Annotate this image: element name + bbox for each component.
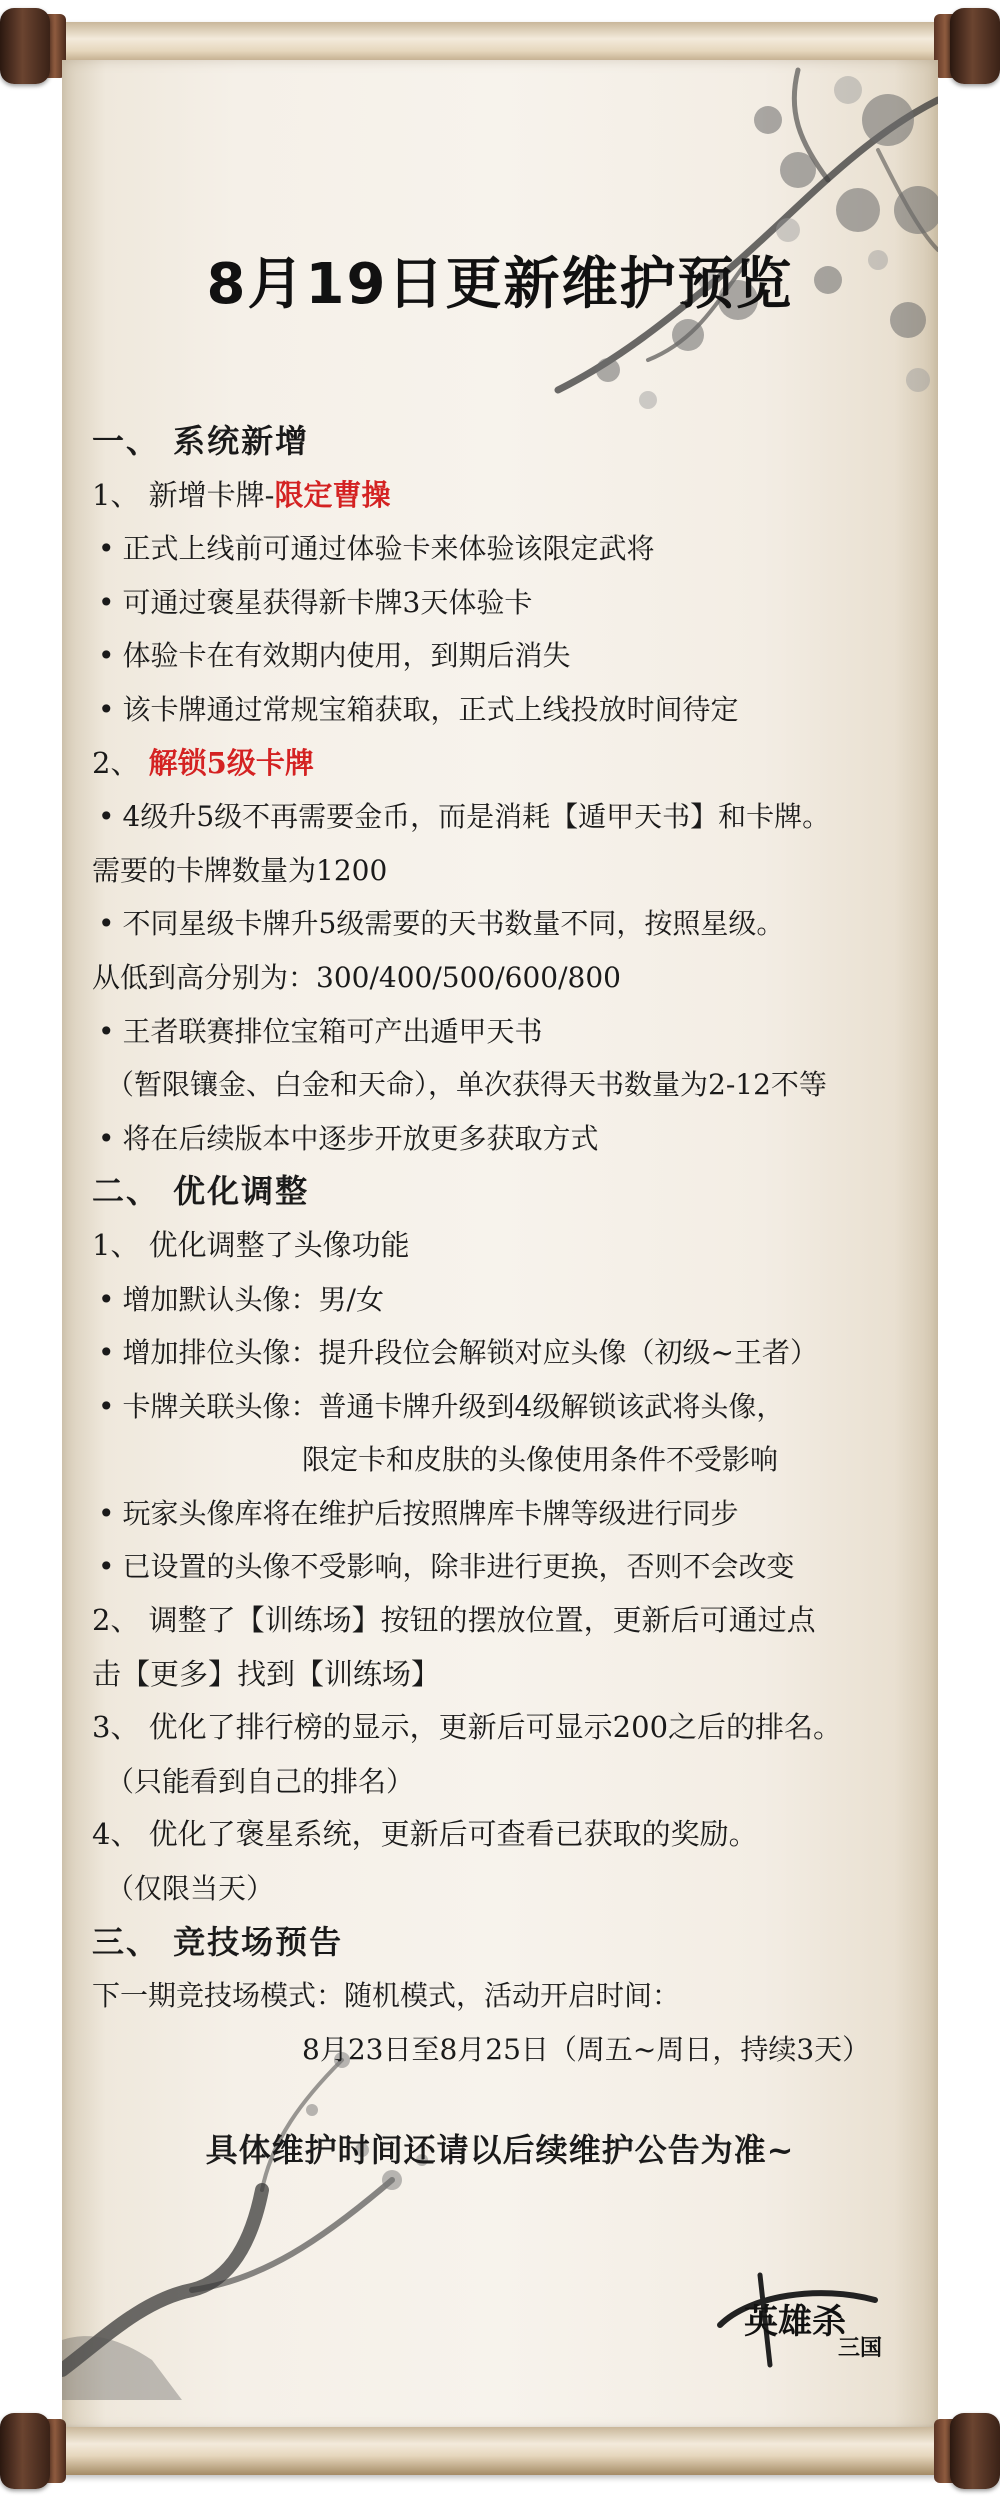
svg-text:三国: 三国 <box>837 2335 883 2361</box>
list-item-continuation: （仅限当天） <box>106 1872 275 1906</box>
highlight-text: 限定曹操 <box>274 477 391 512</box>
list-item: 3、 优化了排行榜的显示，更新后可显示200之后的排名。 <box>92 1710 843 1745</box>
bullet-item: • 增加排位头像：提升段位会解锁对应头像（初级~王者） <box>92 1326 942 1380</box>
page-title: 8月19日更新维护预览 <box>206 252 794 317</box>
game-logo <box>700 2255 890 2375</box>
bullet-continuation: 限定卡和皮肤的头像使用条件不受影响 <box>302 1443 779 1477</box>
bullet-item: • 增加默认头像：男/女 <box>92 1273 942 1327</box>
bullet-item: • 体验卡在有效期内使用，到期后消失 <box>92 629 942 683</box>
list-item: 1、 优化调整了头像功能 <box>92 1227 410 1262</box>
bullet-item: • 卡牌关联头像：普通卡牌升级到4级解锁该武将头像， <box>92 1380 942 1434</box>
bullet-continuation: 需要的卡牌数量为1200 <box>92 853 388 887</box>
text-line: 下一期竞技场模式：随机模式，活动开启时间： <box>92 1979 681 2013</box>
bullet-item: • 该卡牌通过常规宝箱获取，正式上线投放时间待定 <box>92 683 942 737</box>
list-item: 2、 解锁5级卡牌 <box>92 745 314 780</box>
bullet-item: • 已设置的头像不受影响，除非进行更换，否则不会改变 <box>92 1540 942 1594</box>
text-line: 8月23日至8月25日（周五~周日，持续3天） <box>302 2032 871 2066</box>
list-item-continuation: 击【更多】找到【训练场】 <box>92 1656 441 1691</box>
section-heading: 三、 竞技场预告 <box>92 1922 344 1961</box>
section-heading: 二、 优化调整 <box>92 1172 310 1211</box>
section-heading: 一、 系统新增 <box>92 422 310 460</box>
list-item: 1、 新增卡牌-限定曹操 <box>92 477 391 512</box>
scroll-bottom-rod <box>0 2405 1000 2495</box>
announcement-body <box>92 415 942 2076</box>
bullet-item: • 正式上线前可通过体验卡来体验该限定武将 <box>92 522 942 576</box>
bullet-item: • 王者联赛排位宝箱可产出遁甲天书 <box>92 1005 942 1059</box>
bullet-item: • 可通过褒星获得新卡牌3天体验卡 <box>92 576 942 630</box>
footer-note: 具体维护时间还请以后续维护公告为准~ <box>205 2131 795 2169</box>
bullet-continuation: （暂限镶金、白金和天命），单次获得天书数量为2-12不等 <box>106 1068 827 1102</box>
svg-text:英雄杀: 英雄杀 <box>744 2302 846 2342</box>
bullet-item: • 将在后续版本中逐步开放更多获取方式 <box>92 1112 942 1166</box>
ink-branch-decoration <box>62 2040 482 2400</box>
bullet-item: • 不同星级卡牌升5级需要的天书数量不同，按照星级。 <box>92 897 942 951</box>
highlight-text: 解锁5级卡牌 <box>148 745 314 780</box>
list-item: 2、 调整了【训练场】按钮的摆放位置，更新后可通过点 <box>92 1603 816 1638</box>
bullet-item: • 4级升5级不再需要金币，而是消耗【遁甲天书】和卡牌。 <box>92 790 942 844</box>
bullet-item: • 玩家头像库将在维护后按照牌库卡牌等级进行同步 <box>92 1487 942 1541</box>
list-item-continuation: （只能看到自己的排名） <box>106 1764 415 1798</box>
list-item: 4、 优化了褒星系统，更新后可查看已获取的奖励。 <box>92 1817 758 1852</box>
bullet-continuation: 从低到高分别为：300/400/500/600/800 <box>92 960 621 994</box>
